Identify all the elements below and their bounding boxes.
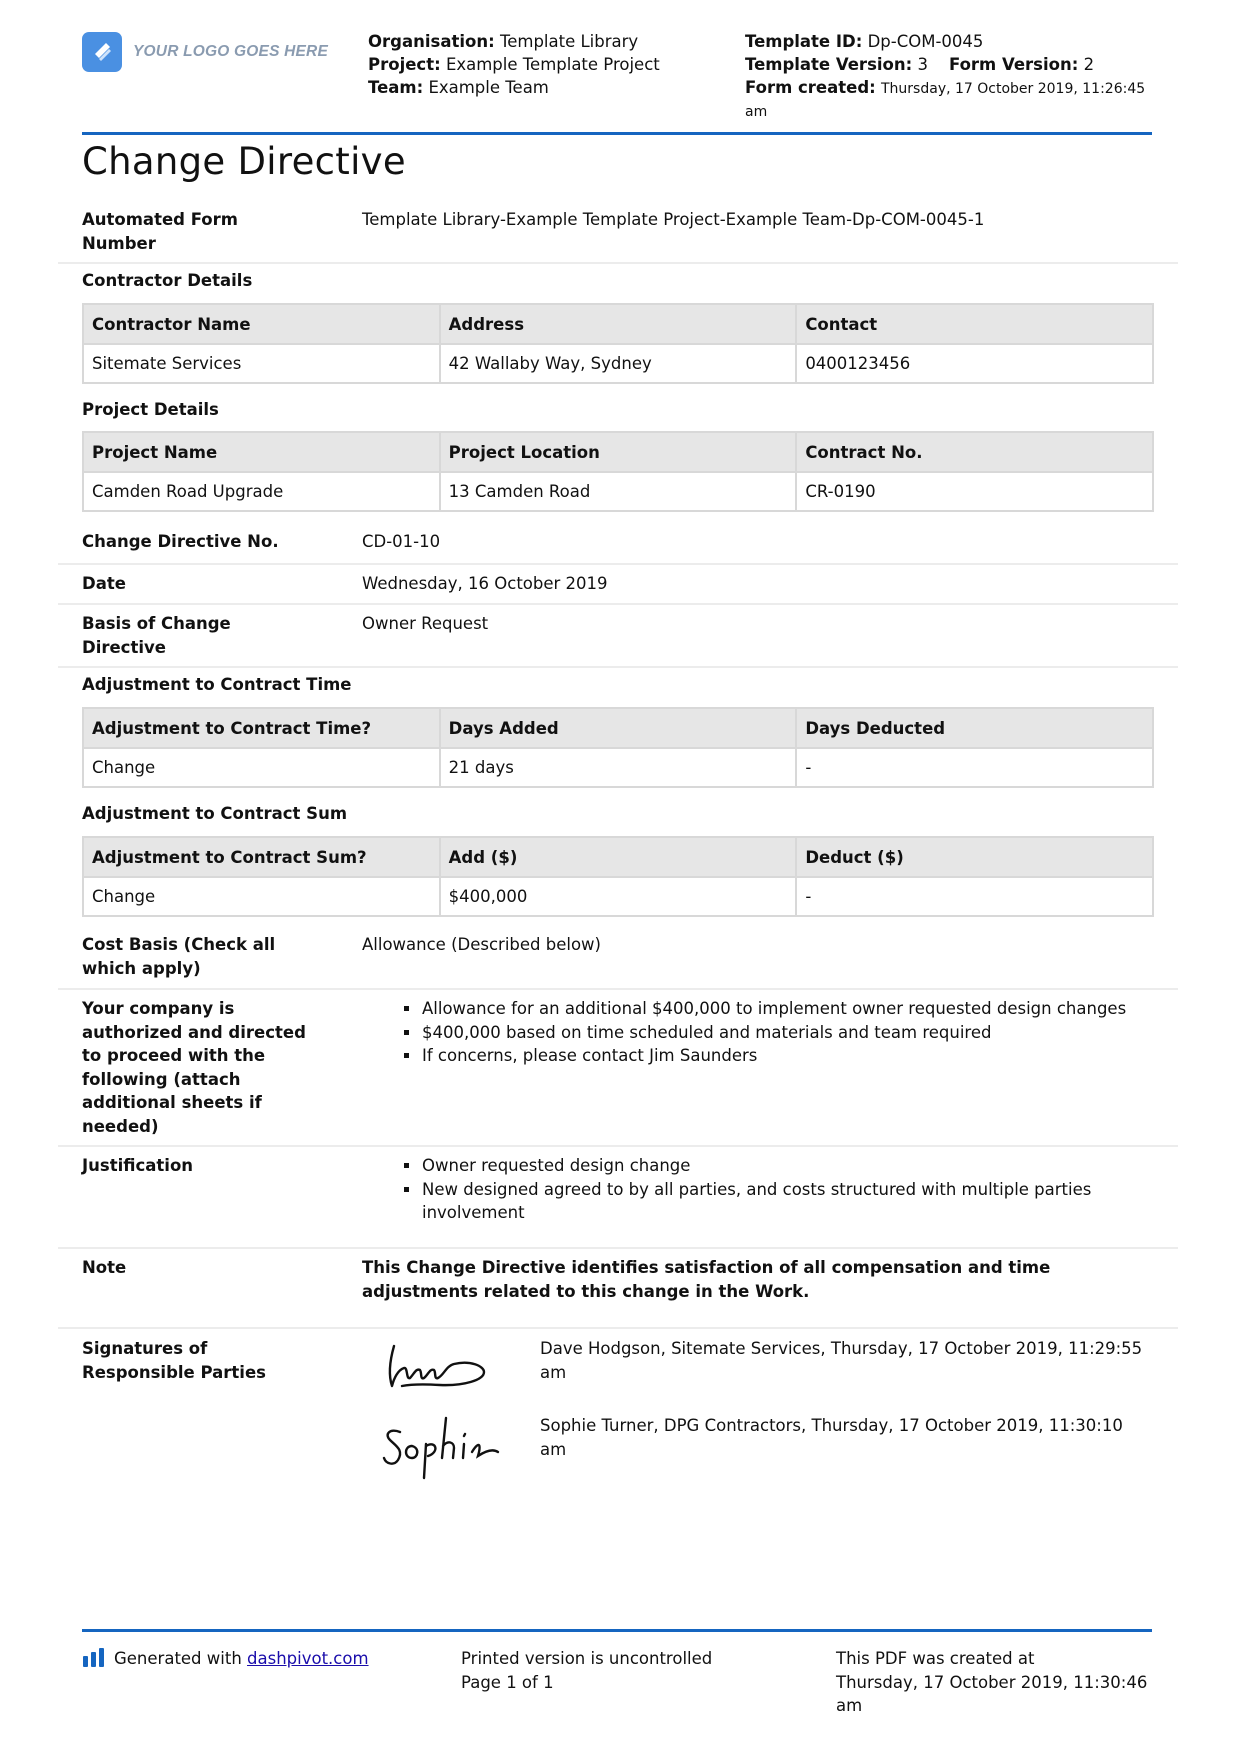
justification-label: Justification [82,1156,194,1175]
deduct-header: Deduct ($) [796,837,1153,877]
list-item: New designed agreed to by all parties, and costs structured with multiple parties involvement [400,1178,1190,1225]
footer-divider [82,1629,1152,1632]
contract-no-cell: CR-0190 [796,472,1153,511]
footer-created [836,1647,1176,1718]
form-version-label: Form Version: [948,55,1079,74]
form-created-label: Form created: [745,78,876,97]
automated-form-value: Template Library-Example Template Project-Example Team-Dp-COM-0045-1 [362,210,985,229]
divider [58,262,1178,264]
signatures-label: Signatures of Responsible Parties [82,1339,266,1382]
authorized-list-wrap [400,997,1190,1068]
contract-sum-section-title: Adjustment to Contract Sum [82,804,348,823]
generated-text: Generated with [114,1649,248,1668]
footer-generated [82,1647,412,1671]
divider [58,563,1178,565]
list-item: If concerns, please contact Jim Saunders [400,1044,1190,1068]
signature-entry-1: Dave Hodgson, Sitemate Services, Thursday, 17 October 2019, 11:29:55 am [540,1339,1143,1382]
page-number: Page 1 of 1 [461,1672,554,1692]
contractor-contact-header: Contact [796,304,1153,344]
header-divider [82,132,1152,135]
signature-sophie-image [378,1412,508,1484]
authorized-list [400,997,1190,1068]
days-deducted-header: Days Deducted [796,708,1153,748]
cost-basis-label: Cost Basis (Check all which apply) [82,935,276,978]
contract-time-adjust-header: Adjustment to Contract Time? [83,708,440,748]
divider [58,1327,1178,1329]
divider [58,1145,1178,1147]
form-version-value: 2 [1083,55,1095,74]
change-directive-no-value: CD-01-10 [362,532,441,551]
contract-sum-adjust-header: Adjustment to Contract Sum? [83,837,440,877]
contractor-address-cell: 42 Wallaby Way, Sydney [440,344,797,383]
divider [58,988,1178,990]
list-item: $400,000 based on time scheduled and materials and team required [400,1021,1190,1045]
header-project-info [368,30,728,99]
authorized-label: Your company is authorized and directed to proceed with the following (attach additional sheets if needed) [82,999,306,1136]
deduct-cell: - [796,877,1153,916]
team-value: Example Team [428,78,549,97]
project-name-cell: Camden Road Upgrade [83,472,440,511]
team-label: Team: [368,78,424,97]
logo-mark-icon [82,32,122,72]
add-cell: $400,000 [440,877,797,916]
template-version-label: Template Version: [745,55,913,74]
note-label: Note [82,1258,127,1277]
footer-uncontrolled [461,1647,761,1694]
contractor-address-header: Address [440,304,797,344]
contract-time-section-title: Adjustment to Contract Time [82,675,352,694]
divider [58,603,1178,605]
project-label: Project: [368,55,441,74]
created-line-2: Thursday, 17 October 2019, 11:30:46 [836,1672,1148,1692]
contract-no-header: Contract No. [796,432,1153,472]
note-value: This Change Directive identifies satisfaction of all compensation and time adjustments related to this change in the Work. [362,1258,1051,1301]
divider [58,1247,1178,1249]
justification-list-wrap [400,1154,1190,1225]
project-table [82,431,1154,512]
page-title: Change Directive [82,140,406,183]
template-version-value: 3 [917,55,928,74]
form-created-value: Thursday, 17 October 2019, 11:26:45 [881,81,1146,97]
days-added-header: Days Added [440,708,797,748]
basis-value: Owner Request [362,614,489,633]
contractor-section-title: Contractor Details [82,271,253,290]
project-location-header: Project Location [440,432,797,472]
justification-list [400,1154,1190,1225]
project-name-header: Project Name [83,432,440,472]
project-section-title: Project Details [82,400,219,419]
dashpivot-link[interactable]: dashpivot.com [247,1649,369,1668]
logo-text: YOUR LOGO GOES HERE [133,43,328,60]
uncontrolled-text: Printed version is uncontrolled [461,1649,713,1668]
add-header: Add ($) [440,837,797,877]
form-created-value-cont: am [745,104,768,120]
list-item: Allowance for an additional $400,000 to implement owner requested design changes [400,997,1190,1021]
days-deducted-cell: - [796,748,1153,787]
list-item: Owner requested design change [400,1154,1190,1178]
organisation-label: Organisation: [368,32,495,51]
created-line-1: This PDF was created at [836,1649,1035,1668]
logo [82,32,328,72]
contractor-table [82,303,1154,384]
contract-sum-table [82,836,1154,917]
organisation-value: Template Library [499,32,639,51]
contractor-name-header: Contractor Name [83,304,440,344]
contract-time-adjust-cell: Change [83,748,440,787]
automated-form-label: Automated Form Number [82,210,238,253]
basis-label: Basis of Change Directive [82,614,231,657]
days-added-cell: 21 days [440,748,797,787]
contract-sum-adjust-cell: Change [83,877,440,916]
project-location-cell: 13 Camden Road [440,472,797,511]
date-label: Date [82,574,126,593]
contractor-name-cell: Sitemate Services [83,344,440,383]
signature-dave-image [384,1340,494,1396]
bar-chart-icon [82,1647,106,1667]
template-id-label: Template ID: [745,32,863,51]
date-value: Wednesday, 16 October 2019 [362,574,608,593]
template-id-value: Dp-COM-0045 [867,32,984,51]
contract-time-table [82,707,1154,788]
created-line-3: am [836,1696,863,1715]
divider [58,666,1178,668]
header-template-info [745,30,1165,124]
project-value: Example Template Project [445,55,660,74]
signature-entry-2: Sophie Turner, DPG Contractors, Thursday, 17 October 2019, 11:30:10 am [540,1416,1123,1459]
cost-basis-value: Allowance (Described below) [362,935,601,954]
change-directive-no-label: Change Directive No. [82,532,279,551]
contractor-contact-cell: 0400123456 [796,344,1153,383]
